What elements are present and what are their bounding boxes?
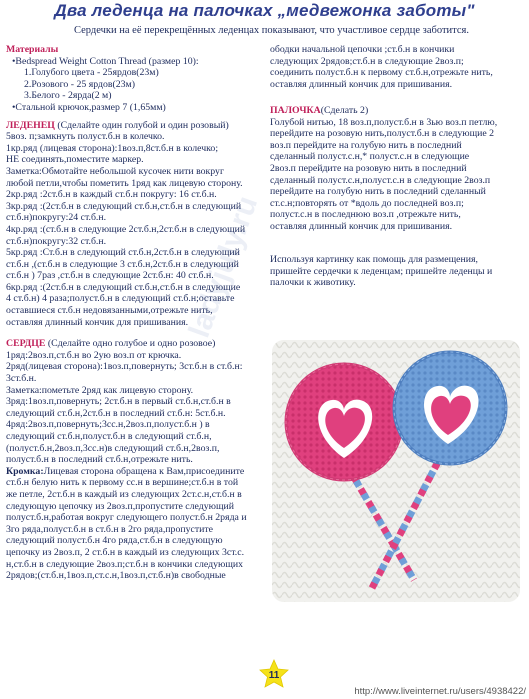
stick-line: оставляя длинный кончик для пришивания. [270, 220, 453, 232]
heart-line: следующий ст.б.н,полуст.б.н в следующий ст.б.н, [6, 431, 212, 442]
heart-heading-row [6, 338, 264, 350]
heart-line: 3ряд:1воз.п,повернуть; 2ст.б.н в первый ст.б.н,ст.б.н в [6, 396, 231, 408]
lollipop-line: 5кр.ряд :Ст.б.н в следующий ст.б.н,2ст.б.н в следующий [6, 247, 240, 259]
heart-line: 2ряд(лицевая сторона):1воз.п,повернуть; 3ст.б.н в ст.б.н: [6, 361, 243, 373]
heart-line: 3ст.б.н. [6, 373, 37, 385]
lollipop-line: 5воз. п;замкнуть полуст.б.н в колечко. [6, 131, 165, 143]
page-title: Два леденца на палочках „медвежонка заботы" [54, 1, 475, 20]
lollipop-heading: ЛЕДЕНЕЦ [6, 119, 55, 131]
materials-item: 2.Розового - 25 ярдов(23м) [24, 78, 136, 90]
heart-heading: СЕРДЦЕ [6, 338, 46, 350]
lollipop-line: ст.б.н ,(ст.б.н в следующие 3 ст.б.н,2ст.б.н в следующий [6, 258, 239, 270]
right-top-line: ободки начальной цепочки ;ст.б.н в кончики [270, 44, 455, 55]
right-top-line: соединить полуст.б.н к первому ст.б.н,отрежьте нить, [270, 67, 493, 79]
edging-line: Лицевая сторона обращена к Вам,присоедините [43, 465, 245, 477]
page-number: 11 [268, 670, 280, 681]
edging-line: 3го ряда,полуст.б.н в ст.б.н в 2го ряда,пропустите [6, 523, 213, 535]
lollipop-line: ст.б.н)покругу:24 ст.б.н. [6, 212, 107, 224]
lollipop-line: ст.б.н)покругу:32 ст.б.н. [6, 235, 107, 247]
stick-line: полуст.с.н в последнюю воз.п ,отрежьте нить, [270, 209, 461, 221]
lollipop-line: любой петли,чтобы пометить 1ряд как лицевую сторону. [6, 177, 243, 189]
heart-line: (полуст.б.н,2воз.п,3сс.н)в следующий ст.б.н,2воз.п, [6, 442, 220, 454]
lollipop-line: 6кр.ряд :(2ст.б.н в следующий ст.б.н,ст.б.н в следующие [6, 281, 241, 293]
materials-item: •Стальной крючок,размер 7 (1,65мм) [12, 101, 166, 113]
edging-label: Кромка: [6, 465, 44, 477]
materials-item: 3.Белого - 2ярда(2 м) [24, 90, 112, 102]
right-top-line: оставляя длинный кончик для пришивания. [270, 78, 453, 90]
stick-line: 2воз.п перейдите на розовую нить в последний [270, 162, 467, 174]
stick-instructions [270, 117, 522, 233]
lollipop-line: оставляя длинный кончик для пришивания. [6, 316, 189, 328]
lollipop-line: ст.б.н ) 7раз ,ст.б.н в следующие 2ст.б.н: 40 ст.б.н. [6, 270, 214, 282]
watermark: ladyjuly.ru [182, 191, 265, 342]
stick-line: сделанный полуст.с.н,* полуст.с.н в следующие [270, 151, 470, 163]
materials-item: •Bedspread Weight Cotton Thread (размер 10): [12, 55, 199, 67]
page-subtitle: Сердечки на её перекрещённых леденцах показывают, что участливое сердце заботится. [74, 25, 469, 36]
edging-line: н,ст.б.н в следующие 2воз.п;ст.б.н в кончики следующих [6, 558, 244, 570]
lollipop-line: 1кр.ряд (лицевая сторона):1воз.п,8ст.б.н в колечко; [6, 142, 219, 154]
stick-line: перейдите на голубую нить в последний сделанный [270, 186, 486, 198]
heart-line: 4ряд:2воз.п,повернуть;3сс.н,2воз.п,полуст.б.н ) в [6, 419, 210, 431]
heart-instructions [6, 350, 264, 466]
edging-line: ст.б.н белую нить к первому сс.н в вершине;ст.б.н в той [6, 477, 239, 489]
assembly-text [270, 254, 522, 289]
lollipop-line: оставшиеся ст.б.н недовязанными,отрежьте нить, [6, 305, 213, 317]
footer-url[interactable]: http://www.liveinternet.ru/users/4938422/ [354, 686, 526, 697]
heart-line: следующий ст.б.н,2ст.б.н в последний ст.б.н: 5ст.б.н. [6, 407, 226, 419]
assembly-line: палочки к животику. [270, 277, 356, 289]
lollipop-heading-note: (Сделайте один голубой и один розовый) [54, 119, 229, 131]
edging-line: цепочку из 2воз.п, 2 ст.б.н в каждый из следующих 3ст.с. [6, 546, 245, 558]
edging-line: полуст.б.н,работая вокруг следующего полуст.б.н 2ряда и [6, 512, 247, 524]
lollipops-photo [272, 340, 520, 602]
lollipop-line: 2кр.ряд :2ст.б.н в каждый ст.б.н покругу: 16 ст.б.н. [6, 189, 217, 201]
left-column [6, 44, 264, 582]
lollipop-line: Заметка:Обмотайте небольшой кусочек нити вокруг [6, 165, 224, 177]
stick-heading: ПАЛОЧКА [270, 105, 321, 116]
lollipop-heading-row [6, 120, 264, 132]
assembly-line: пришейте сердечки к леденцам; пришейте леденцы и [270, 265, 493, 277]
stick-section [270, 105, 522, 233]
right-top-text [270, 44, 522, 90]
heart-line: 1ряд:2воз.п,ст.б.н во 2ую воз.п от крючка. [6, 349, 182, 361]
lollipop-line: 3кр.ряд :(2ст.б.н в следующий ст.б.н,ст.б.н в следующий [6, 200, 242, 212]
materials-item: 1.Голубого цвета - 25ярдов(23м) [24, 67, 159, 79]
stick-line: ст.с.н;повторять от *вдоль до последней воз.п; [270, 197, 464, 209]
lollipop-line: 4кр.ряд :(ст.б.н в следующие 2ст.б.н,2ст.б.н в следующий [6, 223, 246, 235]
edging-line: 2рядов;(ст.б.н,1воз.п,ст.с.н,1воз.п,ст.б.н)в свободные [6, 570, 226, 582]
page-number-badge [259, 659, 289, 689]
right-top-line: следующих 2рядов;ст.б.н в следующие 2воз.п; [270, 55, 464, 67]
edging-line: следующую цепочку из 2воз.п,пропустите следующий [6, 500, 234, 512]
edging-first-line [6, 466, 264, 478]
heart-heading-note: (Сделайте одно голубое и одно розовое) [47, 338, 216, 350]
materials-heading: Материалы [6, 44, 59, 55]
edging-line: следующий полуст.б.н 4го ряда,ст.б.н в следующую [6, 535, 223, 547]
stick-heading-note: (Сделать 2) [320, 105, 369, 116]
assembly-line: Используя картинку как помощь для размещения, [270, 254, 478, 265]
edging-line: же петле, 2ст.б.н в каждый из следующих 2ст.с.н,ст.б.н в [6, 488, 242, 500]
stick-line: сделанный полуст.с.н,полуст.с.н в следующие 2воз.п [270, 174, 491, 186]
lollipop-line: 4 ст.б.н) 4 раза;полуст.б.н в следующий ст.б.н;оставьте [6, 293, 235, 305]
stick-line: перейдите на розовую нить,полуст.б.н в следующие 2 [270, 128, 495, 140]
star-icon [259, 659, 289, 689]
heart-line: Заметка:пометьте 2ряд как лицевую сторону. [6, 384, 194, 396]
stick-line: воз.п перейдите на голубую нить в последний [270, 139, 462, 151]
lollipop-instructions [6, 131, 264, 328]
stick-heading-row [270, 105, 522, 117]
lollipop-line: НЕ соединять,поместите маркер. [6, 154, 144, 166]
edging-instructions [6, 477, 264, 581]
stick-line: Голубой нитью, 18 воз.п,полуст.б.н в 3ью воз.п петлю, [270, 116, 498, 128]
heart-line: полуст.б.н в последний ст.б.н,отрежьте нить. [6, 454, 193, 466]
